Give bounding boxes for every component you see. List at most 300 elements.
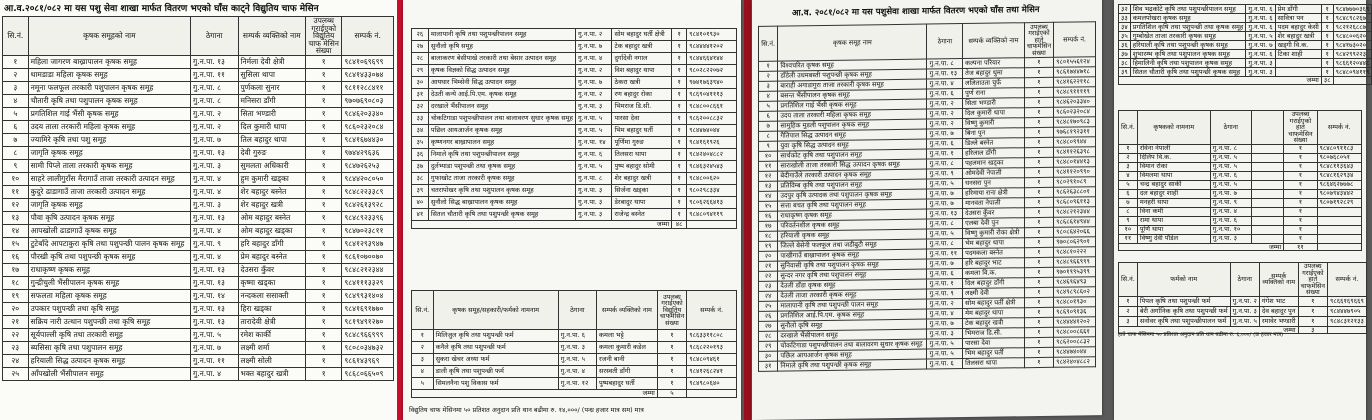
table-cell: १ xyxy=(657,354,686,366)
table-cell: गु.न.पा. ११ xyxy=(191,355,238,368)
table-cell: सक्रिय नारी उत्थान पशुपन्छी तथा कृषि समूह xyxy=(28,316,190,329)
table-cell: २७ xyxy=(412,41,429,53)
table-cell: कमलपोखरा कृषक समूह xyxy=(1130,14,1246,23)
table-cell: १ xyxy=(3,56,29,69)
total-value: ४८ xyxy=(672,221,687,229)
table-cell: नन्दकला ससाक्ती xyxy=(238,290,306,303)
table-cell: साहरे लालीगुराँस मैरागाउँ ताजा तरकारी उत्पादन समूह xyxy=(28,173,190,186)
table-cell: ९८०१५५६१२४ xyxy=(1054,57,1096,68)
column-header: कृषक समूह नाम xyxy=(778,24,927,61)
table-cell: विना कर्मी xyxy=(1137,207,1210,216)
table-cell: ९८४४७४०४४ xyxy=(687,125,737,137)
table-cell: आयघार भिम्सेनी सिद्ध उत्पादन समूह xyxy=(428,77,575,89)
table-cell: मनहरी थापा xyxy=(1137,198,1210,207)
table-cell: ३७ xyxy=(1119,50,1131,59)
farmer-table xyxy=(1118,110,1362,251)
table-cell: आपखोली ढाडागाउँ कृषक समूह xyxy=(28,225,190,238)
table-cell: सावित्रा पन xyxy=(1275,14,1321,23)
table-cell: १ xyxy=(1024,67,1053,77)
table-cell: गु.न.पा. ६ xyxy=(927,359,963,369)
table-row xyxy=(412,101,737,113)
table-cell: गु.न.पा. ५ xyxy=(1230,316,1259,326)
column-header: उपलब्ध गराईएको विद्युतिय चाफ मेसिन संख्या xyxy=(306,17,342,56)
table-cell: ९८४४४७९०५ xyxy=(1328,306,1367,316)
table-row xyxy=(412,113,737,125)
table-cell: गु.न.पा. ३ xyxy=(1246,68,1275,77)
table-cell: १ xyxy=(306,173,342,186)
table-cell: १ xyxy=(672,149,687,161)
table-cell: १० xyxy=(1119,225,1138,234)
table-cell: रजनी बानी xyxy=(597,354,658,366)
table-cell: १ xyxy=(1024,147,1053,157)
table-row xyxy=(3,186,394,199)
table-cell: १ xyxy=(306,56,342,69)
table-cell: मालापानी कृषि तथा पशुपन्छीपालन समूह xyxy=(428,29,575,41)
table-cell: सोम बहादुर घर्ती क्षेत्री xyxy=(963,298,1025,309)
table-cell: पदम बहादुर केसी xyxy=(1275,23,1321,32)
table-cell: गु.न.पा. १४ xyxy=(191,290,238,303)
table-cell: ९८४४२०८०५० xyxy=(342,173,394,186)
table-cell: १ xyxy=(306,329,342,342)
table-row xyxy=(1119,50,1372,59)
table-cell: गु.न.पा. ५ xyxy=(576,113,612,125)
table-cell: गु.न.पा. ८ xyxy=(191,95,238,108)
table-cell: ९८०२८२२०७२ xyxy=(687,65,737,77)
table-cell: गु.न.पा. १३ xyxy=(191,212,238,225)
table-cell: गु.न.पा. ४ xyxy=(191,173,238,186)
table-cell: महिला जागरण बाख्रापालन कृषक समूह xyxy=(28,56,190,69)
table-cell: डिल्ले बस्नेत xyxy=(963,138,1025,149)
table-cell: २ xyxy=(3,69,29,82)
table-cell: ९८४४६६४१४४ xyxy=(687,53,737,65)
table-cell: गु.न.पा. २ xyxy=(576,89,612,101)
table-cell: ५ xyxy=(759,101,778,111)
table-cell: ३९ xyxy=(412,185,429,197)
table-cell: एलबा देवी पुन xyxy=(963,218,1025,229)
table-cell: धनसरा पुन xyxy=(963,178,1025,189)
table-cell: ९८४११२०९९० xyxy=(1054,167,1096,178)
column-header: सि.नं. xyxy=(759,26,778,61)
table-row xyxy=(412,197,737,209)
total-label: जम्मा xyxy=(412,390,658,398)
table-cell: ९ xyxy=(1119,216,1138,225)
table-cell: ९८४८१६२९३४ xyxy=(1317,171,1361,180)
table-row xyxy=(3,69,394,82)
table-cell: ९८६२००८८३२ xyxy=(687,113,737,125)
table-cell: आँपखोली भैंसीपालन समूह xyxy=(28,368,190,381)
table-cell: ९८०२९८३३४ xyxy=(687,185,737,197)
table-cell: गु.न.पा. ४ xyxy=(191,368,238,381)
table-cell xyxy=(1251,207,1283,216)
table-cell: साराखोली ताजा तरकारी सिद्ध उत्पादन कृषक समूह xyxy=(778,159,927,171)
table-cell: ९८४१४३३०७४ xyxy=(342,69,394,82)
table-cell: हिमालिनी कृषि तथा पशुपालन कृषक समूह xyxy=(1130,59,1246,68)
total-label: जम्मा xyxy=(412,221,672,229)
table-cell: पदमकला बस्नेत xyxy=(963,248,1025,259)
table-cell: गैतिपाल सिद्ध उत्पादन समूह xyxy=(778,129,927,141)
table-cell: ९८४८९६६९९९ xyxy=(1054,257,1096,268)
table-cell: हरिमाया राना क्षेत्री xyxy=(963,188,1025,199)
table-cell: १ xyxy=(1284,207,1317,216)
total-value: ३ xyxy=(1298,326,1327,334)
table-row xyxy=(3,108,394,121)
table-cell: ९८४८२२३३८९ xyxy=(342,186,394,199)
table-cell: गु.न.पा. ७ xyxy=(927,189,963,199)
table-cell: १ xyxy=(1024,87,1053,97)
table-cell: १ xyxy=(672,89,687,101)
table-cell: गु.न.पा. ९ xyxy=(191,238,238,251)
table-cell: गु.न.पा. २ xyxy=(927,99,963,109)
table-cell: ४१ xyxy=(412,209,429,221)
table-cell: १ xyxy=(1024,117,1053,127)
table-cell: ३४ xyxy=(412,125,429,137)
table-row xyxy=(3,199,394,212)
table-cell: गंगेश भाट xyxy=(1259,296,1298,306)
table-cell: गु.न.पा. ११ xyxy=(191,69,238,82)
table-cell: कमला भट्टे xyxy=(597,330,658,342)
table-cell: गु.न.पा. १३ xyxy=(191,264,238,277)
column-header: उपलब्ध गराईएको हाते चाफमेसिन संख्या xyxy=(1024,22,1053,57)
total-row xyxy=(412,390,737,398)
table-cell: ९८४४४४१२०२ xyxy=(687,41,737,53)
table-cell: ९८४८२१२३४४ xyxy=(1054,207,1096,218)
table-cell: १ xyxy=(1284,171,1317,180)
table-cell xyxy=(1251,171,1283,180)
document-page-1 xyxy=(0,0,397,420)
table-cell xyxy=(1251,153,1283,162)
table-cell: रामा थापा xyxy=(1137,216,1210,225)
table-cell: गु.न.पा. ४ xyxy=(191,225,238,238)
table-cell: ९८४१२६८२४१ xyxy=(687,366,737,378)
table-cell: ९८४८००८६६१ xyxy=(1054,327,1096,338)
table-cell: २४ xyxy=(3,355,29,368)
table-cell: ९८६१७४४७१८ xyxy=(1054,67,1096,78)
table-cell: गु.न.पा. १३ xyxy=(191,147,238,160)
table-cell: भिमराज डि.सी. xyxy=(612,101,672,113)
table-cell: ९८६८६१४९४४ xyxy=(1054,217,1096,228)
table-cell: भिम बहादुर घर्ती xyxy=(963,348,1025,359)
column-header: सम्पर्क नं. xyxy=(687,291,737,330)
table-cell: गुन्द्रीचुली भैंसीपालन कृषक समूह xyxy=(28,277,190,290)
table-cell: बिना पुन xyxy=(963,128,1025,139)
table-cell: दिल बहादुर डाँगी xyxy=(963,278,1025,289)
table-cell: कुदुरे ढाडागाउँ ताजा तरकारी उत्पादन समूह xyxy=(28,186,190,199)
table-cell: ९८४८०९४११९ xyxy=(1333,68,1372,77)
table-cell: २८ xyxy=(759,331,778,341)
table-cell: चोकटिगाडा पशुपन्छीपालन तथा बालावरण सुधार कृषक समूह xyxy=(778,339,927,351)
table-cell: ९८४२४०४८८२ xyxy=(687,149,737,161)
table-cell: १४ xyxy=(759,191,778,201)
table-cell: सिता भण्डारी xyxy=(238,108,306,121)
table-cell: २९ xyxy=(759,341,778,351)
table-cell: पारसा देवा xyxy=(612,113,672,125)
table-cell: गु.न.पा. २ xyxy=(1230,296,1259,306)
table-row xyxy=(3,264,394,277)
table-cell: १ xyxy=(1119,144,1138,153)
table-cell: ९७४४२९६३६ xyxy=(342,147,394,160)
table-cell: ९८२१२६८८७ xyxy=(1333,23,1372,32)
table-cell: १ xyxy=(672,77,687,89)
table-row xyxy=(412,366,737,378)
column-header: सि.नं. xyxy=(3,17,29,56)
table-row xyxy=(1119,216,1362,225)
table-cell: ३३ xyxy=(412,113,429,125)
table-cell: सुन्दर नगर कृषि तथा पशुपालन समूह xyxy=(778,269,927,281)
table-cell: १ xyxy=(1024,247,1053,257)
column-header: सम्पर्क व्यक्तिको नाम xyxy=(238,17,306,56)
table-cell: ९८४७७७०३६९ xyxy=(1333,5,1372,14)
table-cell: खड्गी वि.क. xyxy=(1275,41,1321,50)
table-cell: ओम बहादुर खड्का xyxy=(238,225,306,238)
table-cell: ९८४१०६९६९९ xyxy=(342,56,394,69)
table-cell: २१ xyxy=(3,316,29,329)
table-cell: गु.न.पा. ८ xyxy=(927,159,963,169)
table-cell: ९७०८०६२९०१ xyxy=(1054,237,1096,248)
table-row xyxy=(3,277,394,290)
table-row xyxy=(3,134,394,147)
table-cell: ३८ xyxy=(412,173,429,185)
table-cell: ठेकरा खत्री xyxy=(612,77,672,89)
table-cell: गु.न.पा. ७ xyxy=(927,259,963,269)
table-cell: ९८४४७४०४४ xyxy=(1054,347,1096,358)
table-row xyxy=(1119,225,1362,234)
table-cell: १ xyxy=(1024,337,1053,347)
table-cell: १ xyxy=(306,69,342,82)
table-cell: २० xyxy=(759,251,778,261)
table-cell: देव बहादुर पुन xyxy=(1259,306,1298,316)
table-cell: बाराही अगाडागुरा ताजा तरकारी कृषक समूह xyxy=(778,79,927,91)
table-cell: गु.न.पा. १ xyxy=(927,149,963,159)
table-cell: टेक बहादुर खत्री xyxy=(963,318,1025,329)
table-cell: १ xyxy=(1024,207,1053,217)
table-cell: १० xyxy=(759,151,778,161)
column-header: उपलब्ध गराईएको विद्युतिय चाफमेसिन संख्या xyxy=(657,291,686,330)
table-row xyxy=(412,173,737,185)
table-cell: १ xyxy=(1024,217,1053,227)
table-cell: सुमलता अधिकारी xyxy=(238,160,306,173)
table-row xyxy=(3,251,394,264)
table-cell: गु.न.पा. ६ xyxy=(1246,5,1275,14)
table-row xyxy=(1119,153,1362,162)
table-row xyxy=(412,330,737,342)
column-header: उपलब्ध गराईएको हाते चाफमेसिन संख्या xyxy=(1284,111,1317,145)
column-header: सि.नं. xyxy=(412,291,434,330)
table-row xyxy=(412,342,737,354)
table-cell xyxy=(1317,243,1361,251)
table-cell: गु.न.पा. १३ xyxy=(191,303,238,316)
table-cell: हुम कुमारी खड्का xyxy=(238,173,306,186)
table-cell: १ xyxy=(306,368,342,381)
table-cell: कमला वि.क. xyxy=(963,268,1025,279)
table-cell: ९८४८९६६९९९ xyxy=(342,329,394,342)
table-cell: १ xyxy=(672,137,687,149)
table-cell: ९८६८०९६११३ xyxy=(1054,197,1096,208)
table-cell: २९ xyxy=(412,65,429,77)
column-header: कृषकको नामनाम xyxy=(1137,111,1210,145)
table-cell: २१ xyxy=(759,261,778,271)
total-label: जम्मा xyxy=(1119,326,1299,334)
table-cell: १ xyxy=(672,65,687,77)
table-cell: बसन्त भैंसीपालन कृषक समूह xyxy=(778,89,927,101)
table-cell xyxy=(1251,144,1283,153)
subsidy-note: विद्युतिय चाफ मेसिनमा ५० प्रतिशत अनुदान प्रति थान बढीमा रु. १४,०००/ (पन्ध्र हजार मात्र सम) मात्र xyxy=(409,406,644,414)
table-cell: हिरा खड्का xyxy=(238,303,306,316)
table-cell: गु.न.पा. ३ xyxy=(576,101,612,113)
table-cell: सोम बहादुर घर्ती क्षेत्री xyxy=(612,29,672,41)
table-cell: पहलमान खड्का xyxy=(963,158,1025,169)
table-cell: ९८६९०४१११३ xyxy=(687,89,737,101)
table-row xyxy=(3,173,394,186)
table-cell: ३२ xyxy=(412,101,429,113)
table-cell: भेम बहादुर थापा xyxy=(963,238,1025,249)
table-cell: निमाले कृषि तथा पशुपन्छीपालन समूह xyxy=(428,149,575,161)
table-cell: मनिसरा डाँगी xyxy=(238,95,306,108)
table-cell: १ xyxy=(1024,137,1053,147)
table-cell: गु.न.पा. ९ xyxy=(927,289,963,299)
table-cell: गु.न.पा. ७ xyxy=(1246,41,1275,50)
table-cell: निमाले कृषि तथा पशुपन्छी कृषक समूह xyxy=(778,359,927,371)
table-cell: ९८४२९९२२३ xyxy=(1333,50,1372,59)
table-row xyxy=(3,238,394,251)
table-cell: ९८४८०९९४४ xyxy=(1054,137,1096,148)
table-cell: ९८६८२२०१९३ xyxy=(687,342,737,354)
table-cell: ९७६८१९२३११ xyxy=(1054,127,1096,138)
table-cell: गु.न.पा. ६ xyxy=(1246,23,1275,32)
table-cell: प्रगतिशिल कृषि तथा पशुपन्छी तथा कृषक समूह xyxy=(1130,23,1246,32)
table-cell: १ xyxy=(306,316,342,329)
table-row xyxy=(412,354,737,366)
table-cell: १ xyxy=(1321,68,1333,77)
table-cell: १ xyxy=(306,199,342,212)
table-cell: डाली कृषि तथा पशुपन्छी फर्म xyxy=(433,366,558,378)
table-cell: गु.न.पा. १३ xyxy=(191,277,238,290)
table-cell: सामुहिक मुडली पशुपालन कृषक समूह xyxy=(778,119,927,131)
total-row xyxy=(1119,243,1362,251)
table-cell: ९८४१६२२११८ xyxy=(1054,77,1096,88)
table-cell: गु.न.पा. ७ xyxy=(927,129,963,139)
table-cell: १ xyxy=(1024,277,1053,287)
table-cell: उदय ताला तरकारी महिला कृषक समूह xyxy=(28,121,190,134)
table-row xyxy=(412,89,737,101)
table-row xyxy=(3,95,394,108)
table-cell: गु.न.पा. ८ xyxy=(927,239,963,249)
table-cell: ६ xyxy=(3,121,29,134)
table-cell: ९८१९४९१२७० xyxy=(342,316,394,329)
table-cell: पौरखी कृषि तथा पशुपन्छी कृषक समूह xyxy=(28,251,190,264)
group-table-continued xyxy=(411,28,737,229)
table-cell: सुनौलो सिद्ध बाख्रापालन कृषक समूह xyxy=(428,197,575,209)
table-cell: पुर्णकला सुनार xyxy=(238,82,306,95)
table-cell: १६ xyxy=(759,211,778,221)
table-cell: गु.न.पा. ९ xyxy=(927,169,963,179)
table-cell: १ xyxy=(657,366,686,378)
table-row xyxy=(3,355,394,368)
table-row xyxy=(412,137,737,149)
table-cell: गुफाखोट ताजा तरकारी कृषक समूह xyxy=(428,173,575,185)
table-cell: ९७०७६९०८०३ xyxy=(342,95,394,108)
table-cell: सामी पिप्ले ताला तरकारी कृषक समूह xyxy=(28,160,190,173)
table-cell: नमूना फलफूल तरकारी पशुपालन कृषक समूह xyxy=(28,82,190,95)
table-cell: विमलमा थापा xyxy=(1137,171,1210,180)
table-cell: गुम्बोखेत ताजा तरकारी कृषक समूह xyxy=(1130,32,1246,41)
table-cell: गु.न.पा. ५ xyxy=(558,354,596,366)
table-cell: गु.न.पा. ५ xyxy=(576,161,612,173)
table-cell: १७ xyxy=(3,264,29,277)
table-cell: २० xyxy=(3,303,29,316)
table-cell: सार्थकोट कृषि तथा पशुपालन समूह xyxy=(778,149,927,161)
table-cell xyxy=(1333,77,1372,85)
table-cell: १ xyxy=(1024,177,1053,187)
table-cell: ९८४७२६२५३ xyxy=(342,160,394,173)
table-cell: गु.न.पा. १४ xyxy=(576,137,612,149)
table-cell: तिलसरा थापा xyxy=(963,358,1025,369)
table-cell: ९८०२९१०८९ xyxy=(1054,177,1096,188)
table-row xyxy=(3,225,394,238)
table-cell: १८ xyxy=(3,277,29,290)
table-cell: ९ xyxy=(3,160,29,173)
table-row xyxy=(1119,32,1372,41)
table-cell: ९८४१६७४४३० xyxy=(342,134,394,147)
column-header: सि.नं. xyxy=(1119,263,1138,297)
table-cell: मानवता नेपाली xyxy=(963,198,1025,209)
table-cell: पिपल कृषि तथा पशुपन्छी फर्म xyxy=(1137,296,1230,306)
table-cell: गु.न.पा. ७ xyxy=(191,342,238,355)
table-cell: उदपुर कृषि उत्पादक तथा पशुपालन कृषक समूह xyxy=(778,189,927,201)
table-cell: १ xyxy=(1024,267,1053,277)
table-cell: ९८६१०७००७० xyxy=(342,251,394,264)
table-cell xyxy=(1317,207,1361,216)
table-cell: गु.न.पा. ३ xyxy=(927,329,963,339)
table-cell: ९८४८०९११८३ xyxy=(1317,144,1361,153)
table-cell: गु.न.पा. ५ xyxy=(927,229,963,239)
table-row xyxy=(3,303,394,316)
table-cell: ९८६०२३२०८४ xyxy=(1054,107,1096,118)
table-cell: ९८४८०९४११९ xyxy=(687,209,737,221)
table-cell: तारादेवी क्षेत्री xyxy=(238,316,306,329)
table-row xyxy=(412,125,737,137)
table-cell: ३ xyxy=(1119,162,1138,171)
table-cell: सूर्यपाल्ली कृषि तथा तरकारी समूह xyxy=(28,329,190,342)
table-cell: ९ xyxy=(759,141,778,151)
table-row xyxy=(1119,296,1367,306)
table-cell: ३८ xyxy=(1119,59,1131,68)
table-cell: १६ xyxy=(3,251,29,264)
table-row xyxy=(1119,162,1362,171)
table-cell: दल बहादुर शाही xyxy=(1137,189,1210,198)
table-cell: गु.न.पा. ८ xyxy=(927,59,963,69)
table-cell: जागृति कृषक समूह xyxy=(28,147,190,160)
table-cell: विमान रोका xyxy=(1137,162,1210,171)
column-header: सम्पर्क व्यक्तिको नाम xyxy=(597,291,658,330)
table-cell: १ xyxy=(306,277,342,290)
table-cell: ९८४९८९८६०२ xyxy=(1054,287,1096,298)
table-cell: २३ xyxy=(759,281,778,291)
table-cell: देउली डाँडा कृषक समूह xyxy=(778,279,927,291)
table-cell: विष्णु देवी पौडेल xyxy=(1137,234,1210,243)
table-cell: १८ xyxy=(759,231,778,241)
table-cell: ९८४१११३३२९ xyxy=(342,277,394,290)
table-cell: गु.न.पा. ७ xyxy=(927,199,963,209)
table-cell: १ xyxy=(306,121,342,134)
table-cell: गु.न.पा. ६ xyxy=(927,269,963,279)
table-cell: १ xyxy=(1321,41,1333,50)
table-cell: ८ xyxy=(759,131,778,141)
table-cell: गु.न.पा. ४ xyxy=(191,186,238,199)
table-row xyxy=(1119,171,1362,180)
table-cell: ३५ xyxy=(412,137,429,149)
table-cell: १ xyxy=(1024,257,1053,267)
table-cell: ९७०१९९५३९९ xyxy=(1054,267,1096,278)
